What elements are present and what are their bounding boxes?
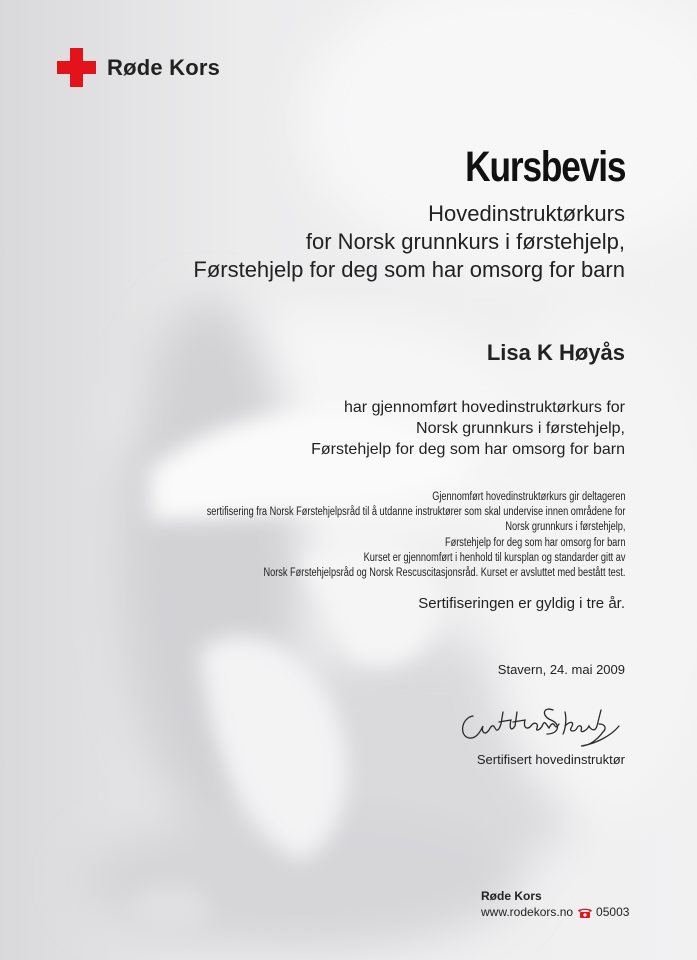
red-cross-icon: [57, 48, 96, 87]
red-cross-logo: [57, 48, 220, 87]
completion-line: har gjennomført hovedinstruktørkurs for: [344, 399, 625, 416]
certificate-title: Kursbevis: [464, 143, 625, 191]
telephone-icon: [577, 907, 593, 918]
footer-phone[interactable]: 05003: [596, 905, 630, 919]
validity-statement: Sertifiseringen er gyldig i tre år.: [418, 595, 625, 612]
place-and-date: Stavern, 24. mai 2009: [497, 662, 625, 677]
course-subtitle: [193, 200, 625, 284]
detail-line: Kurset er gjennomført i henhold til kursplan og standarder gitt av: [363, 551, 625, 564]
footer-contact: [481, 888, 629, 920]
footer-website[interactable]: www.rodekors.no: [481, 905, 574, 919]
detail-line: Førstehjelp for deg som har omsorg for barn: [444, 536, 625, 549]
certification-details: [206, 490, 625, 581]
completion-line: Førstehjelp for deg som har omsorg for barn: [311, 441, 625, 458]
detail-line: Norsk grunnkurs i førstehjelp,: [504, 521, 625, 534]
detail-line: Gjennomført hovedinstruktørkurs gir deltageren: [431, 491, 625, 503]
subtitle-line: Førstehjelp for deg som har omsorg for barn: [193, 257, 625, 282]
recipient-name: Lisa K Høyås: [486, 340, 625, 365]
completion-line: Norsk grunnkurs i førstehjelp,: [416, 420, 625, 437]
detail-line: Norsk Førstehjelpsråd og Norsk Rescuscitasjonsråd. Kurset er avsluttet med bestått test.: [262, 567, 625, 580]
detail-line: sertifisering fra Norsk Førstehjelpsråd til å utdanne instruktører som skal undervise innen områdene for: [206, 506, 625, 519]
subtitle-line: for Norsk grunnkurs i førstehjelp,: [305, 229, 625, 254]
signatory-title: Sertifisert hovedinstruktør: [476, 752, 625, 767]
footer-brand: Røde Kors: [481, 889, 542, 903]
subtitle-line: Hovedinstruktørkurs: [428, 201, 625, 226]
completion-statement: [311, 397, 625, 460]
handwritten-signature: [455, 700, 625, 748]
logo-wordmark: Røde Kors: [107, 54, 221, 80]
